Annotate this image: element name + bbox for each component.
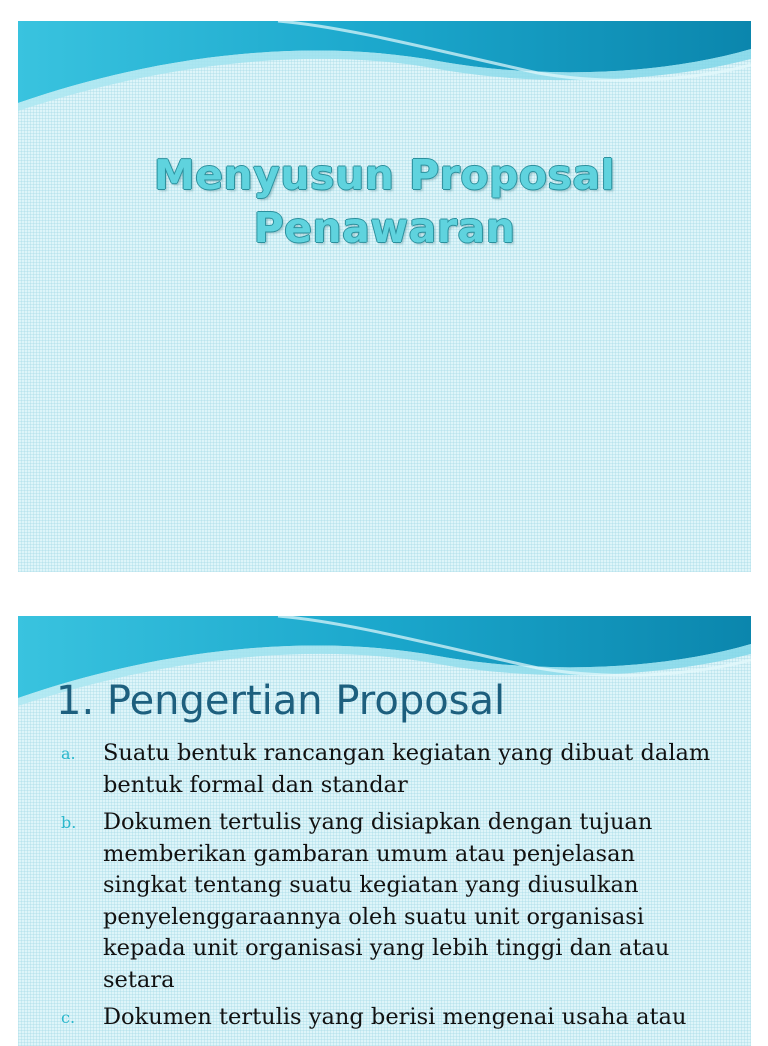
slide-heading: 1. Pengertian Proposal	[56, 678, 506, 724]
list-marker: a.	[61, 744, 76, 763]
definition-list	[61, 738, 721, 1040]
title-line-1: Menyusun Proposal	[153, 151, 616, 199]
list-marker: b.	[61, 813, 77, 832]
list-item	[61, 807, 721, 996]
list-item-text: Suatu bentuk rancangan kegiatan yang dibuat dalam bentuk formal dan standar	[103, 740, 711, 798]
list-item	[61, 738, 721, 801]
list-item	[61, 1002, 721, 1034]
list-marker: c.	[61, 1008, 76, 1027]
slide-title	[18, 21, 751, 572]
presentation-title	[18, 149, 751, 255]
slide-definition	[18, 616, 751, 1046]
title-line-2: Penawaran	[253, 204, 516, 252]
wave-decoration	[18, 21, 751, 111]
list-item-text: Dokumen tertulis yang berisi mengenai usaha atau	[103, 1004, 687, 1030]
list-item-text: Dokumen tertulis yang disiapkan dengan tujuan memberikan gambaran umum atau penjelasan singkat tentang suatu kegiatan yang diusulkan penyelenggaraannya oleh suatu unit organisasi kepada unit organisasi yang lebih tinggi dan atau setara	[103, 809, 670, 993]
